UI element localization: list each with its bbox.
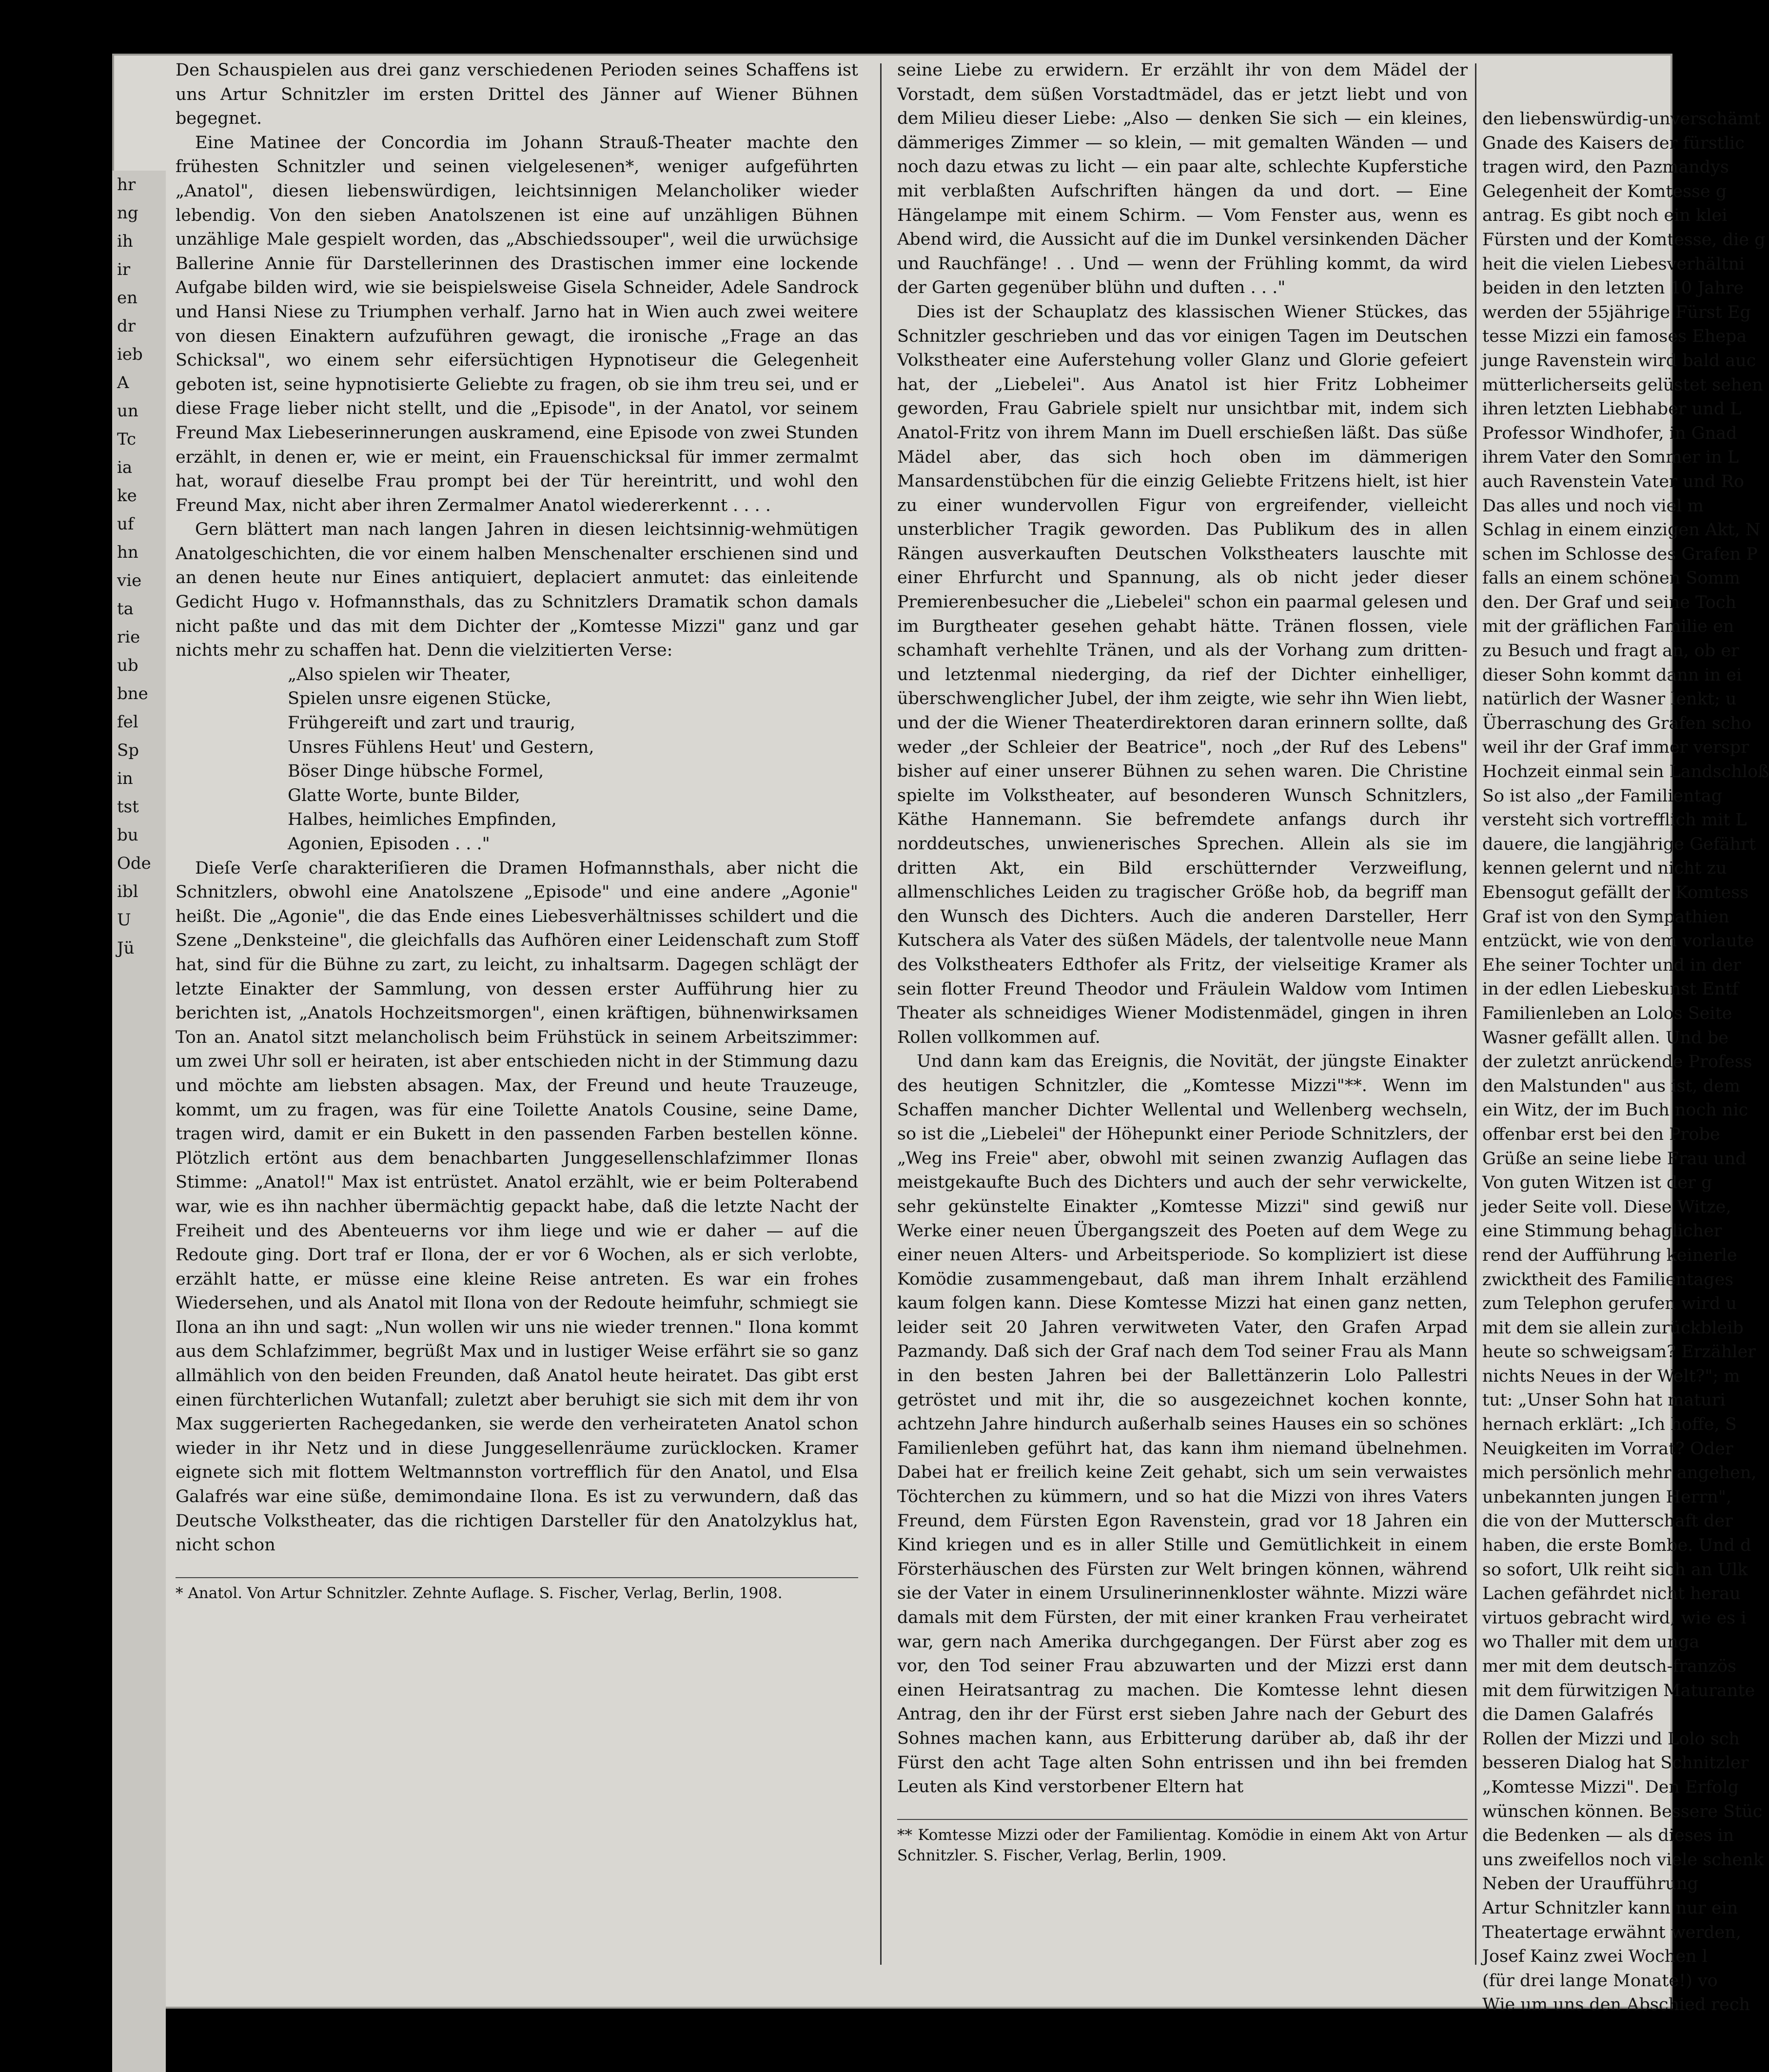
scrap-line: hr — [117, 175, 136, 195]
truncated-line: mich persönlich mehr angehen, — [1482, 1463, 1757, 1483]
scrap-line: Ode — [117, 854, 151, 873]
truncated-line: tesse Mizzi ein famoses Ehepa — [1482, 327, 1747, 347]
truncated-line: ihrem Vater den Sommer in L — [1482, 448, 1739, 468]
truncated-line: Das alles und noch viel m — [1482, 496, 1704, 516]
column-1 — [176, 59, 858, 1970]
truncated-line: Hochzeit einmal sein Landschloß — [1482, 762, 1769, 782]
truncated-line: heute so schweigsam? Erzähler — [1482, 1342, 1756, 1362]
truncated-line: Artur Schnitzler kann nur ein — [1482, 1898, 1738, 1918]
scrap-line: uf — [117, 514, 134, 534]
truncated-line: ihren letzten Liebhaber und L — [1482, 399, 1742, 419]
footnote: * Anatol. Von Artur Schnitzler. Zehnte Auflage. S. Fischer, Verlag, Berlin, 1908. — [176, 1577, 858, 1603]
truncated-line: Josef Kainz zwei Wochen l — [1482, 1947, 1708, 1967]
scrap-line: ia — [117, 458, 133, 477]
truncated-line: jeder Seite voll. Diese Witze, — [1482, 1197, 1731, 1217]
truncated-line: mütterlicherseits gelüstet sehen — [1482, 375, 1763, 395]
truncated-line: so sofort, Ulk reiht sich an Ulk — [1482, 1560, 1748, 1580]
newspaper-page — [112, 54, 1769, 2015]
truncated-line: Professor Windhofer, in Gnad — [1482, 423, 1737, 443]
truncated-line: tragen wird, den Pazmandys — [1482, 157, 1729, 177]
truncated-line: in der edlen Liebeskunst Entf — [1482, 979, 1739, 999]
scrap-line: vie — [117, 571, 142, 590]
truncated-line: Schlag in einem einzigen Akt, N — [1482, 520, 1761, 540]
truncated-line: entzückt, wie von dem vorlaute — [1482, 931, 1754, 951]
truncated-line: Grüße an seine liebe Frau und — [1482, 1149, 1747, 1169]
scrap-line: bu — [117, 825, 138, 845]
truncated-line: besseren Dialog hat Schnitzler — [1482, 1753, 1749, 1773]
truncated-line: haben, die erste Bombe. Und d — [1482, 1536, 1751, 1556]
truncated-line: heit die vielen Liebesverhältni — [1482, 254, 1745, 274]
truncated-line: zum Telephon gerufen wird u — [1482, 1294, 1737, 1314]
truncated-line: dauere, die langjährige Gefährt — [1482, 834, 1756, 854]
truncated-line: zu Besuch und fragt an, ob er — [1482, 641, 1739, 661]
truncated-line: Wie um uns den Abschied rech — [1482, 1995, 1750, 2015]
paragraph: Und dann kam das Ereignis, die Novität, der jüngste Einakter des heutigen Schnitzler, die „Komtesse Mizzi"**. Wenn im Schaffen mancher Dichter Wellental und Wellenberg wechseln, so ist die „Liebelei" der Höhepunkt einer Periode Schnitzlers, der „Weg ins Freie" aber, obwohl mit seinen zwanzig Auflagen das meistgekaufte Buch des Dichters und auch der sehr verwickelte, sehr gekünstelte Einakter „Komtesse Mizzi" sind gewiß nur Werke einer neuen Übergangszeit des Poeten auf dem Wege zu einer neuen Alters- und Arbeitsperiode. So kompliziert ist diese Komödie zusammengebaut, daß man ihrem Inhalt erzählend kaum folgen kann. Diese Komtesse Mizzi hat einen ganz netten, leider seit 20 Jahren verwitweten Vater, den Grafen Arpad Pazmandy. Daß sich der Graf nach dem Tod seiner Frau als Mann in den besten Jahren bei der Ballettänzerin Lolo Pallestri getröstet und mit ihr, die so ausgezeichnet kochen konnte, achtzehn Jahre hindurch außerhalb seines Hauses ein so schönes Familienleben geführt hat, das kann ihm niemand übelnehmen. Dabei hat er freilich keine Zeit gehabt, sich um sein verwaistes Töchterchen zu kümmern, und so hat die Mizzi von ihres Vaters Freund, dem Fürsten Egon Ravenstein, grad vor 18 Jahren ein Kind kriegen und es in aller Stille und Gemütlichkeit in einem Försterhäuschen des Fürsten zur Welt bringen können, während sie der Vater in einem Ursulinerinnenkloster wähnte. Mizzi wäre damals mit dem Fürsten, der mit einer kranken Frau verheiratet war, gern nach Amerika durchgegangen. Der Fürst aber zog es vor, den Tod seiner Frau abzuwarten und der Mizzi erst dann einen Heiratsantrag zu machen. Die Komtesse lehnt diesen Antrag, den ihr der Fürst erst sieben Jahre nach der Geburt des Sohnes machen kann, aus Erbitterung darüber ab, daß ihr der Fürst den acht Tage alten Sohn entrissen und ihn bei fremden Leuten als Kind verstorbener Eltern hat — [897, 1052, 1468, 1797]
paragraph: Den Schauspielen aus drei ganz verschiedenen Perioden seines Schaffens ist uns Artur Schnitzler im ersten Drittel des Jänner auf Wiener Bühnen begegnet. — [176, 60, 858, 129]
verse-line: Agonien, Episoden . . ." — [288, 834, 490, 854]
truncated-line: nichts Neues in der Welt?"; m — [1482, 1366, 1740, 1386]
truncated-line: Lachen gefährdet nicht herau — [1482, 1584, 1741, 1604]
truncated-line: die Bedenken — als dieses in — [1482, 1826, 1734, 1846]
truncated-line: Neuigkeiten im Vorrat? Oder — [1482, 1439, 1733, 1459]
scrap-line: ub — [117, 656, 138, 675]
truncated-line: offenbar erst bei den Probe — [1482, 1124, 1720, 1144]
scrap-line: Jü — [117, 938, 135, 958]
scrap-line: ih — [117, 232, 133, 251]
truncated-line: hernach erklärt: „Ich hoffe, S — [1482, 1415, 1737, 1435]
truncated-line: tut: „Unser Sohn hat maturi — [1482, 1390, 1726, 1410]
truncated-line: die Damen Galafrés — [1482, 1705, 1654, 1725]
truncated-line: Gnade des Kaisers der fürstlic — [1482, 133, 1745, 153]
verse-line: Spielen unsre eigenen Stücke, — [288, 689, 551, 709]
truncated-line: Ehe seiner Tochter und in der — [1482, 955, 1741, 975]
truncated-line: rend der Aufführung keinerle — [1482, 1245, 1737, 1265]
paragraph: Dies ist der Schauplatz des klassischen Wiener Stückes, das Schnitzler geschrieben und das vor einigen Tagen im Deutschen Volkstheater eine Auferstehung voller Glanz und Glorie gefeiert hat, der „Liebelei". Aus Anatol ist hier Fritz Lobheimer geworden, Frau Gabriele spielt nur unsichtbar mit, indem sich Anatol-Fritz von ihrem Mann im Duell erschießen läßt. Das süße Mädel aber, das sich hoch oben im dämmerigen Mansardenstübchen für die einzig Geliebte Fritzens hielt, ist hier zu einer wundervollen Figur von ergreifender, vielleicht unsterblicher Tragik geworden. Das Publikum des in allen Rängen ausverkauften Deutschen Volkstheaters lauschte mit einer Ehrfurcht und Spannung, als ob nicht jeder dieser Premierenbesucher die „Liebelei" schon ein paarmal gelesen und im Burgtheater gesehen gehabt hätte. Tränen flossen, viele schamhaft verhehlte Tränen, und als der Vorhang zum dritten- und letztenmal niederging, da rief der Dichter einhelliger, überschwenglicher Jubel, der ihm zeigte, wie sehr ihn Wien liebt, und der die Wiener Theaterdirektoren daran erinnern sollte, daß weder „der Schleier der Beatrice", noch „der Ruf des Lebens" bisher auf einer unserer Bühnen zu sehen waren. Die Christine spielte im Volkstheater, auf besonderen Wunsch Schnitzlers, Käthe Hannemann. Sie befremdete anfangs durch ihr norddeutsches, unwienerisches Sprechen. Allein als sie im dritten Akt, ein Bild erschütternder Verzweiflung, allmenschliches Leiden zu tragischer Größe hob, da begriff man den Wunsch des Dichters. Auch die anderen Darsteller, Herr Kutschera als Vater des süßen Mädels, der talentvolle neue Mann des Volkstheaters Edthofer als Fritz, der vielseitige Kramer als sein flotter Freund Theodor und Fräulein Waldow vom Intimen Theater als schneidiges Wiener Modistenmädel, gingen in ihren Rollen vollkommen auf. — [897, 302, 1468, 1047]
verse-line: Frühgereift und zart und traurig, — [288, 713, 576, 733]
truncated-line: Familienleben an Lolos Seite — [1482, 1003, 1732, 1023]
verse-line: Böser Dinge hübsche Formel, — [288, 762, 544, 782]
truncated-line: Neben der Uraufführung — [1482, 1874, 1698, 1894]
truncated-line: dieser Sohn kommt dann in ei — [1482, 665, 1742, 685]
truncated-line: Von guten Witzen ist der g — [1482, 1173, 1712, 1193]
truncated-line: Rollen der Mizzi und Lolo sch — [1482, 1729, 1740, 1749]
truncated-line: Wasner gefällt allen. Und be — [1482, 1028, 1729, 1048]
scrap-line: ir — [117, 260, 131, 279]
scrap-line: in — [117, 769, 133, 788]
paragraph: seine Liebe zu erwidern. Er erzählt ihr von dem Mädel der Vorstadt, dem süßen Vorstadtmädel, das er jetzt liebt und von dem Milieu dieser Liebe: „Also — denken Sie sich — ein kleines, dämmeriges Zimmer — so klein, — mit gemalten Wänden — und noch dazu etwas zu licht — ein paar alte, schlechte Kupferstiche mit verblaßten Aufschriften hängen da und dort. — Eine Hängelampe mit einem Schirm. — Vom Fenster aus, wenn es Abend wird, die Aussicht auf die im Dunkel versinkenden Dächer und Rauchfänge! . . Und — wenn der Frühling kommt, da wird der Garten gegenüber blühn und duften . . ." — [897, 60, 1468, 298]
column-rule — [880, 63, 882, 1965]
truncated-line: kennen gelernt und nicht zu — [1482, 859, 1727, 879]
scrap-line: Sp — [117, 741, 139, 760]
truncated-line: falls an einem schönen Somm — [1482, 568, 1740, 588]
truncated-line: wünschen können. Bessere Stüc — [1482, 1801, 1763, 1821]
truncated-line: Gelegenheit der Komtesse g — [1482, 181, 1727, 201]
verse-line: Glatte Worte, bunte Bilder, — [288, 785, 521, 805]
scrap-line: ta — [117, 599, 134, 619]
truncated-line: zwicktheit des Familientages — [1482, 1270, 1734, 1290]
truncated-line: natürlich der Wasner lenkt; u — [1482, 689, 1737, 709]
truncated-line: beiden in den letzten 10 Jahre — [1482, 278, 1744, 298]
truncated-line: virtuos gebracht wird, wie es i — [1482, 1608, 1747, 1628]
truncated-line: auch Ravenstein Vater und Ro — [1482, 471, 1744, 491]
truncated-line: Theatertage erwähnt werden, — [1482, 1922, 1741, 1942]
truncated-line: Ebensogut gefällt der Komtess — [1482, 883, 1749, 902]
scrap-line: fel — [117, 712, 138, 732]
scrap-line: A — [117, 373, 129, 392]
truncated-line: Graf ist von den Sympathien — [1482, 907, 1730, 927]
truncated-line: mer mit dem deutsch-französ — [1482, 1657, 1736, 1676]
paragraph: Eine Matinee der Concordia im Johann Strauß-Theater machte den frühesten Schnitzler und seinen vielgelesenen*, weniger aufgeführten „Anatol", diesen liebenswürdigen, leichtsinnigen Melancholiker wieder lebendig. Von den sieben Anatolszenen ist eine auf unzähligen Bühnen unzählige Male gespielt worden, das „Abschiedssouper", weil die urwüchsige Ballerine Annie für Darstellerinnen des Drastischen immer eine lockende Aufgabe bilden wird, wie sie beispielsweise Gisela Schneider, Adele Sandrock und Hansi Niese zu Triumphen verhalf. Jarno hat in Wien auch zwei weitere von diesen Einaktern aufzuführen gewagt, die ironische „Frage an das Schicksal", wo einem sehr eifersüchtigen Hypnotiseur die Gelegenheit geboten ist, seine hypnotisierte Geliebte zu fragen, ob sie ihm treu sei, und er diese Frage lieber nicht stellt, und die „Episode", in der Anatol, vor seinem Freund Max Liebeserinnerungen auskramend, eine Episode von zwei Stunden erzählt, in denen er, wie er meint, ein Frauenschicksal für immer zermalmt hat, worauf dieselbe Frau prompt bei der Tür hereintritt, und wohl den Freund Max, nicht aber ihren Zermalmer Anatol wiedererkennt . . . . — [176, 133, 858, 515]
footnote: ** Komtesse Mizzi oder der Familientag. Komödie in einem Akt von Artur Schnitzler. S. Fischer, Verlag, Berlin, 1909. — [897, 1819, 1468, 1866]
truncated-line: den Malstunden" aus ist, dem — [1482, 1076, 1740, 1096]
truncated-line: antrag. Es gibt noch ein klei — [1482, 206, 1728, 226]
paragraph: Dieſe Verſe charakteriſieren die Dramen Hofmannsthals, aber nicht die Schnitzlers, obwohl eine Anatolszene „Episode" und eine andere „Agonie" heißt. Die „Agonie", die das Ende eines Liebesverhältnisses schildert und die Szene „Denksteine", die gleichfalls das Aufhören einer Leidenschaft zum Stoff hat, sind für die Bühne zu zart, zu leicht, zu inhaltsarm. Dagegen schlägt der letzte Einakter der Sammlung, von dessen erster Aufführung hier zu berichten ist, „Anatols Hochzeitsmorgen", einen kräftigen, bühnenwirksamen Ton an. Anatol sitzt melancholisch beim Frühstück in seinem Arbeitszimmer: um zwei Uhr soll er heiraten, ist aber entschieden nicht in der Stimmung dazu und möchte am liebsten absagen. Max, der Freund und heute Trauzeuge, kommt, um zu fragen, was für eine Toilette Anatols Cousine, seine Dame, tragen wird, damit er ein Bukett in den passenden Farben bestellen könne. Plötzlich ertönt aus dem benachbarten Junggesellenschlafzimmer Ilonas Stimme: „Anatol!" Max ist entrüstet. Anatol erzählt, wie er beim Polterabend war, wie es ihn nachher übermächtig gepackt habe, daß die letzte Nacht der Freiheit und des Abenteuerns vor ihm liege und wie er daher — auf die Redoute ging. Dort traf er Ilona, der er vor 6 Wochen, als er sich verlobte, erzählt hatte, er müsse eine kleine Reise antreten. Es war ein frohes Wiedersehen, und als Anatol mit Ilona von der Redoute heimfuhr, schmiegt sie Ilona an ihn und sagt: „Nun wollen wir uns nie wieder trennen." Ilona kommt aus dem Schlafzimmer, begrüßt Max und in lustiger Weise erfährt sie so ganz allmählich von den beiden Freunden, daß Anatol heute heiratet. Das gibt erst einen fürchterlichen Wutanfall; zuletzt aber beruhigt sie sich mit dem ihr von Max suggerierten Rachegedanken, sie werde den verheirateten Anatol schon wieder in ihr Netz und in diese Junggesellenräume zurücklocken. Kramer eignete sich mit flottem Weltmannston vortrefflich für den Anatol, und Elsa Galafrés war eine süße, demimondaine Ilona. Es ist zu verwundern, daß das Deutsche Volkstheater, das die richtigen Darsteller für den Anatolzyklus hat, nicht schon — [176, 858, 858, 1555]
truncated-line: den liebenswürdig-unverschämt — [1482, 109, 1761, 129]
paragraph: Gern blättert man nach langen Jahren in diesen leichtsinnig-wehmütigen Anatolgeschichten, die vor einem halben Menschenalter erschienen sind und an denen heute nur Eines antiquiert, deplaciert anmutet: das einleitende Gedicht Hugo v. Hofmannsthals, das zu Schnitzlers Dramatik schon damals nicht paßte und das mit dem Dichter der „Komtesse Mizzi" ganz und gar nichts mehr zu schaffen hat. Denn die vielzitierten Verse: — [176, 520, 858, 661]
truncated-line: werden der 55jährige Fürst Eg — [1482, 302, 1751, 322]
truncated-line: der zuletzt anrückende Profess — [1482, 1052, 1752, 1072]
truncated-line: mit dem fürwitzigen Maturante — [1482, 1681, 1755, 1701]
truncated-line: uns zweifellos noch viele schenk — [1482, 1850, 1764, 1870]
scrap-line: bne — [117, 684, 148, 704]
truncated-line: weil ihr der Graf immer verspr — [1482, 738, 1749, 758]
column-rule — [1475, 63, 1476, 1965]
left-neighbor-column-scrap — [112, 171, 166, 2072]
truncated-line: junge Ravenstein wird bald auc — [1482, 351, 1756, 371]
column-3 — [1482, 107, 1769, 2015]
truncated-line: eine Stimmung behaglicher — [1482, 1221, 1722, 1241]
scrap-line: dr — [117, 316, 136, 336]
verse-line: Halbes, heimliches Empfinden, — [288, 810, 557, 830]
scrap-line: ieb — [117, 345, 143, 364]
truncated-line: versteht sich vortrefflich mit L — [1482, 810, 1747, 830]
verse-line: Unsres Fühlens Heut' und Gestern, — [288, 737, 594, 757]
truncated-line: den. Der Graf und seine Toch — [1482, 592, 1736, 612]
truncated-line: ein Witz, der im Buch noch nic — [1482, 1100, 1749, 1120]
truncated-line: (für drei lange Monate!) vo — [1482, 1971, 1718, 1991]
truncated-line: „Komtesse Mizzi". Den Erfolg — [1482, 1777, 1739, 1797]
truncated-line: mit dem sie allein zurückbleib — [1482, 1318, 1744, 1338]
scrap-line: un — [117, 401, 138, 421]
scrap-line: ng — [117, 203, 138, 223]
scrap-line: rie — [117, 627, 140, 647]
scrap-line: ibl — [117, 882, 138, 901]
scrap-line: Tc — [117, 430, 137, 449]
truncated-line: Überraschung des Grafen scho — [1482, 713, 1751, 733]
scrap-line: ke — [117, 486, 137, 506]
scrap-line: en — [117, 288, 138, 308]
column-2 — [897, 59, 1468, 1970]
truncated-line: unbekannten jungen Herrn", — [1482, 1487, 1731, 1507]
verse-line: „Also spielen wir Theater, — [288, 665, 511, 684]
verse-block — [176, 663, 858, 857]
truncated-line: So ist also „der Familientag — [1482, 786, 1722, 806]
scrap-line: hn — [117, 543, 138, 562]
truncated-line: wo Thaller mit dem unga — [1482, 1632, 1700, 1652]
scrap-line: U — [117, 910, 131, 930]
scrap-line: tst — [117, 797, 139, 817]
truncated-line: Fürsten und der Komtesse, die g — [1482, 230, 1766, 250]
truncated-line: mit der gräflichen Familie en — [1482, 617, 1734, 637]
truncated-line: die von der Mutterschaft der — [1482, 1511, 1733, 1531]
truncated-line: schen im Schlosse des Grafen P — [1482, 544, 1758, 564]
